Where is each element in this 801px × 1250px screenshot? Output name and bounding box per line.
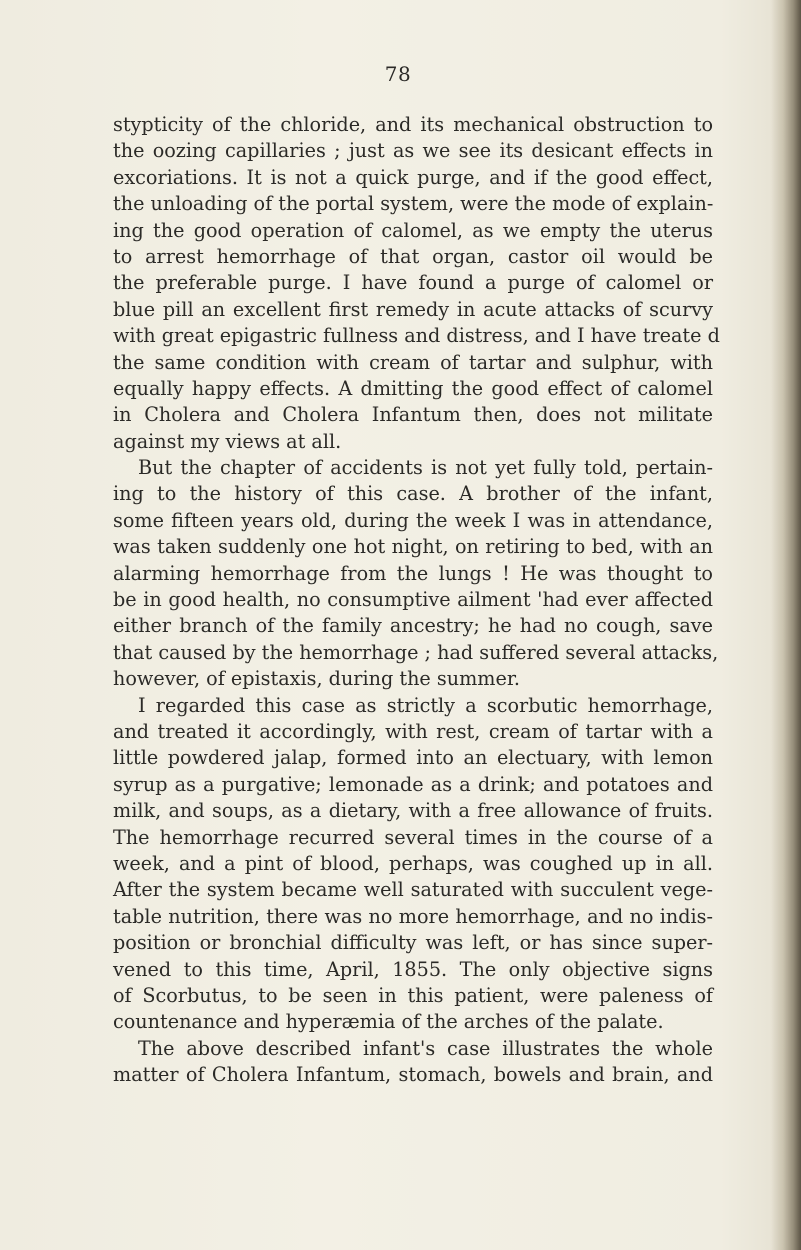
text-line: syrup as a purgative; lemonade as a drink; and potatoes and — [113, 772, 713, 796]
text-line: alarming hemorrhage from the lungs ! He was thought to — [113, 561, 713, 585]
text-line: against my views at all. — [113, 429, 342, 453]
text-line: the oozing capillaries ; just as we see its desicant effects in — [113, 139, 713, 163]
text-line: with great epigastric fullness and distress, and I have treate d — [113, 324, 720, 348]
text-line: blue pill an excellent first remedy in acute attacks of scurvy — [113, 297, 713, 321]
text-line: countenance and hyperæmia of the arches of the palate. — [113, 1010, 664, 1034]
text-line: of Scorbutus, to be seen in this patient, were paleness of — [113, 983, 713, 1007]
text-line: to arrest hemorrhage of that organ, castor oil would be — [113, 244, 713, 268]
text-line: the same condition with cream of tartar and sulphur, with — [113, 350, 713, 374]
text-line: excoriations. It is not a quick purge, and if the good effect, — [113, 165, 713, 189]
text-line: however, of epistaxis, during the summer. — [113, 667, 520, 691]
text-line: The above described infant's case illustrates the whole — [138, 1036, 713, 1060]
text-line: equally happy effects. A dmitting the good effect of calomel — [113, 376, 713, 400]
text-line: I regarded this case as strictly a scorbutic hemorrhage, — [138, 693, 713, 717]
text-line: But the chapter of accidents is not yet fully told, pertain- — [138, 456, 713, 480]
text-line: be in good health, no consumptive ailment 'had ever affected — [113, 588, 713, 612]
text-line: and treated it accordingly, with rest, cream of tartar with a — [113, 719, 713, 743]
text-line: little powdered jalap, formed into an electuary, with lemon — [113, 746, 713, 770]
page-number: 78 — [384, 62, 412, 86]
text-line: After the system became well saturated with succulent vege- — [113, 878, 713, 902]
text-line: The hemorrhage recurred several times in the course of a — [113, 825, 713, 849]
text-line: in Cholera and Cholera Infantum then, does not militate — [113, 403, 713, 427]
text-line: vened to this time, April, 1855. The only objective signs — [113, 957, 713, 981]
text-line: milk, and soups, as a dietary, with a free allowance of fruits. — [113, 799, 713, 823]
text-line: stypticity of the chloride, and its mechanical obstruction to — [113, 113, 713, 136]
text-line: matter of Cholera Infantum, stomach, bowels and brain, and — [113, 1063, 713, 1087]
text-line: week, and a pint of blood, perhaps, was coughed up in all. — [113, 851, 713, 875]
text-line: some fifteen years old, during the week I was in attendance, — [113, 508, 713, 532]
page-binding-shadow — [771, 0, 801, 1250]
text-line: ing the good operation of calomel, as we empty the uterus — [113, 218, 713, 242]
text-line: either branch of the family ancestry; he had no cough, save — [113, 614, 713, 638]
text-line: ing to the history of this case. A brother of the infant, — [113, 482, 713, 506]
text-line: the preferable purge. I have found a purge of calomel or — [113, 271, 713, 295]
text-line: the unloading of the portal system, were the mode of explain- — [113, 192, 714, 216]
text-line: table nutrition, there was no more hemorrhage, and no indis- — [113, 904, 713, 928]
text-line: that caused by the hemorrhage ; had suffered several attacks, — [113, 640, 719, 664]
text-line: position or bronchial difficulty was left, or has since super- — [113, 931, 713, 955]
body-text — [113, 112, 720, 1088]
text-line: was taken suddenly one hot night, on retiring to bed, with an — [113, 535, 713, 559]
